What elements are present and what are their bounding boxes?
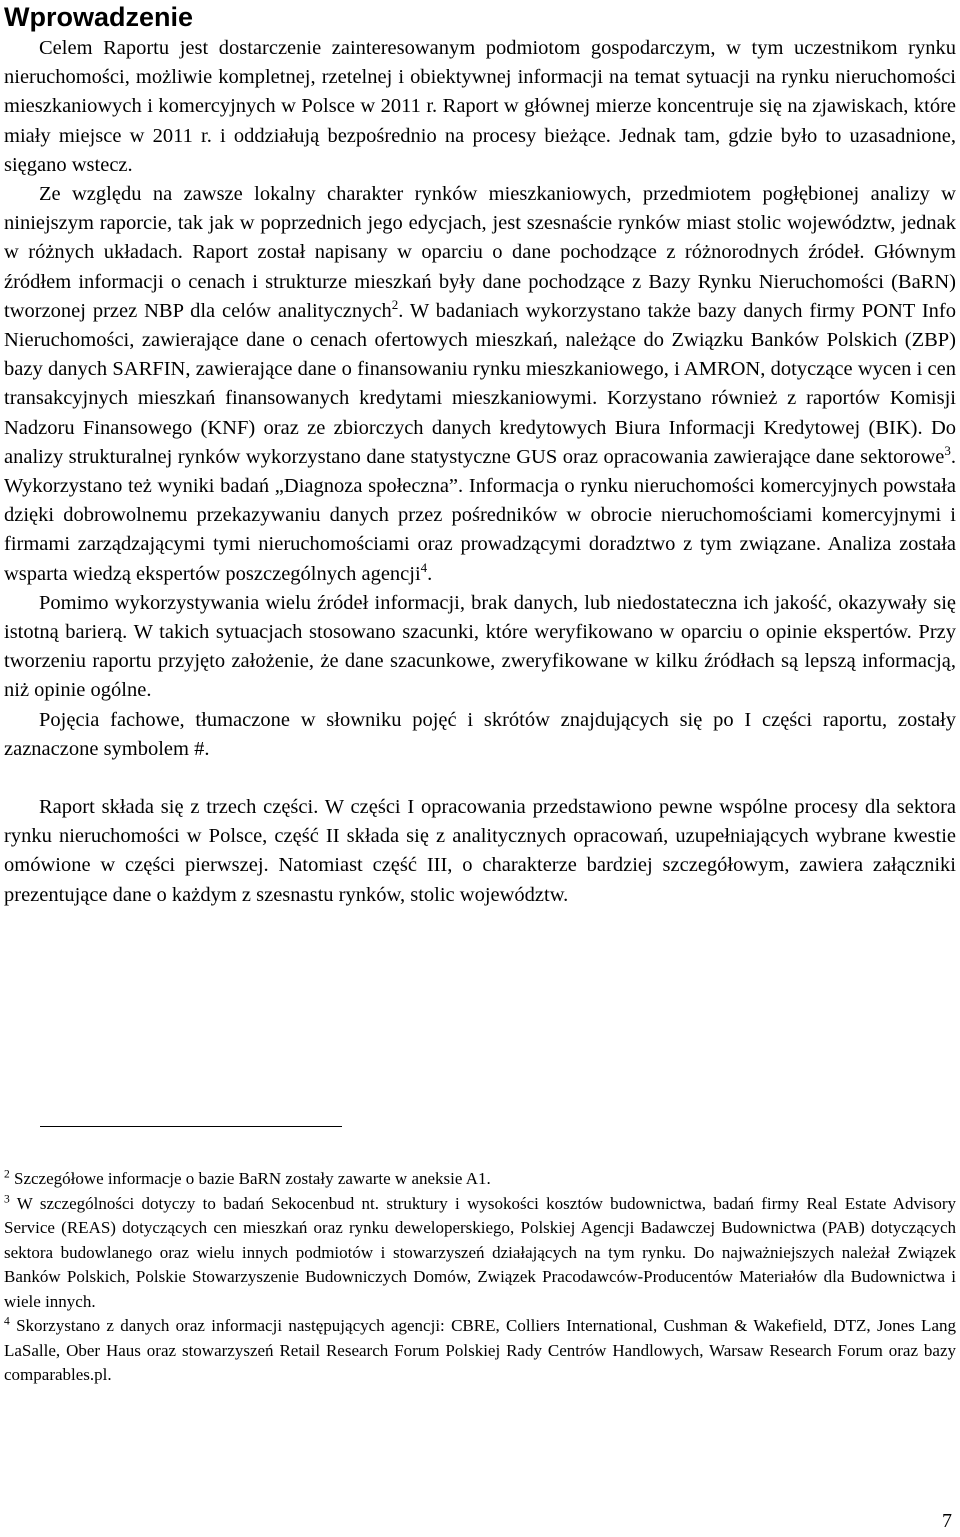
paragraph-glossary-note: Pojęcia fachowe, tłumaczone w słowniku pojęć i skrótów znajdujących się po I części raportu, zostały zaznaczone symbolem #. [4,708,956,760]
footnote-2 [4,1167,956,1192]
paragraph-purpose: Celem Raportu jest dostarczenie zainteresowanym podmiotom gospodarczym, w tym uczestnikom rynku nieruchomości, możliwie kompletnej, rzetelnej i obiektywnej informacji na temat sytuacji na rynku nieruchomości mieszkaniowych i komercyjnych w Polsce w 2011 r. Raport w głównej mierze koncentruje się na zjawiskach, które miały miejsce w 2011 r. i oddziałują bezpośrednio na procesy bieżące. Jednak tam, gdzie było to uzasadnione, sięgano wstecz. [4,37,956,176]
paragraph-data-sources [4,180,956,589]
footnote-ref-4: 4 [420,559,428,575]
paragraph-text-segment: . W badaniach wykorzystano także bazy danych firmy PONT Info Nieruchomości, zawierające dane o cenach ofertowych mieszkań, należące do Związku Banków Polskich (ZBP) bazy danych SARFIN, zawierające dane o finansowaniu rynku mieszkaniowego, i AMRON, dotyczące wycen i cen transakcyjnych mieszkań finansowanych kredytami mieszkaniowymi. Korzystano również z raportów Komisji Nadzoru Finansowego (KNF) oraz ze zbiorczych danych kredytowych Biura Informacji Kredytowej (BIK). Do analizy strukturalnej rynków wykorzystano dane statystyczne GUS oraz opracowania zawierające dane sektorowe [4,299,956,468]
paragraph-limitations: Pomimo wykorzystywania wielu źródeł informacji, brak danych, lub niedostateczna ich jakość, okazywały się istotną barierą. W takich sytuacjach stosowano szacunki, które weryfikowano w oparciu o opinie ekspertów. Przy tworzeniu raportu przyjęto założenie, że dane szacunkowe, zweryfikowane w kilku źródłach są lepszą informacją, niż opinie ogólne. [4,591,956,702]
paragraph-text-segment: Ze względu na zawsze lokalny charakter rynków mieszkaniowych, przedmiotem pogłębionej analizy w niniejszym raporcie, tak jak w poprzednich jego edycjach, jest szesnaście rynków miast stolic województw, jednak w różnych układach. Raport został napisany w oparciu o dane pochodzące z różnorodnych źródeł. Głównym źródłem informacji o cenach i strukturze mieszkań były dane pochodzące z Bazy Rynku Nieruchomości (BaRN) tworzonej przez NBP dla celów analitycznych [4,183,956,322]
footnote-text: Skorzystano z danych oraz informacji następujących agencji: CBRE, Colliers International, Cushman & Wakefield, DTZ, Jones Lang LaSalle, Ober Haus oraz stowarzyszeń Retail Research Forum Polskiej Rady Centrów Handlowych, Warsaw Research Forum oraz bazy comparables.pl. [4,1316,956,1384]
footnote-separator [40,1126,342,1127]
footnote-number: 4 [4,1315,10,1328]
paragraph-text-segment: . Wykorzystano też wyniki badań „Diagnoza społeczna”. Informacja o rynku nieruchomości komercyjnych powstała dzięki dobrowolnemu przekazywaniu danych przez pośredników w obrocie nieruchomościami komercyjnymi i firmami zarządzającymi tymi nieruchomościami oraz prowadzącymi doradztwo z tym związane. Analiza została wsparta wiedzą ekspertów poszczególnych agencji [4,445,956,585]
footnote-number: 2 [4,1168,10,1181]
section-heading: Wprowadzenie [4,2,194,32]
footnote-number: 3 [4,1192,10,1205]
paragraph-report-structure: Raport składa się z trzech części. W części I opracowania przedstawiono pewne wspólne procesy dla sektora rynku nieruchomości w Polsce, część II składa się z analitycznych opracowań, uzupełniających wybrane kwestie omówione w części pierwszej. Natomiast część III, o charakterze bardziej szczegółowym, zawiera załączniki prezentujące dane o każdym z szesnastu rynków, stolic województw. [4,796,956,906]
footnote-text: Szczegółowe informacje o bazie BaRN zostały zawarte w aneksie A1. [14,1169,491,1188]
body-text [4,34,956,910]
footnote-text: W szczególności dotyczy to badań Sekocenbud nt. struktury i wysokości kosztów budownictwa, badań firmy Real Estate Advisory Service (REAS) dotyczących cen mieszkań oraz rynku deweloperskiego, Polskiej Agencji Badawczej Budownictwa (PAB) dotyczących sektora budowlanego oraz wielu innych podmiotów i stowarzyszeń działających na tym rynku. Do najważniejszych należał Związek Banków Polskich, Polskie Stowarzyszenie Budowniczych Domów, Związek Pracodawców-Producentów Materiałów dla Budownictwa i wiele innych. [4,1193,956,1311]
footnote-3 [4,1192,956,1315]
footnote-ref-3: 3 [944,443,951,459]
footnotes [4,1167,956,1388]
footnote-4 [4,1314,956,1388]
footnote-ref-2: 2 [391,297,399,312]
paragraph-text-segment: . [427,562,433,585]
page-number: 7 [942,1510,952,1532]
